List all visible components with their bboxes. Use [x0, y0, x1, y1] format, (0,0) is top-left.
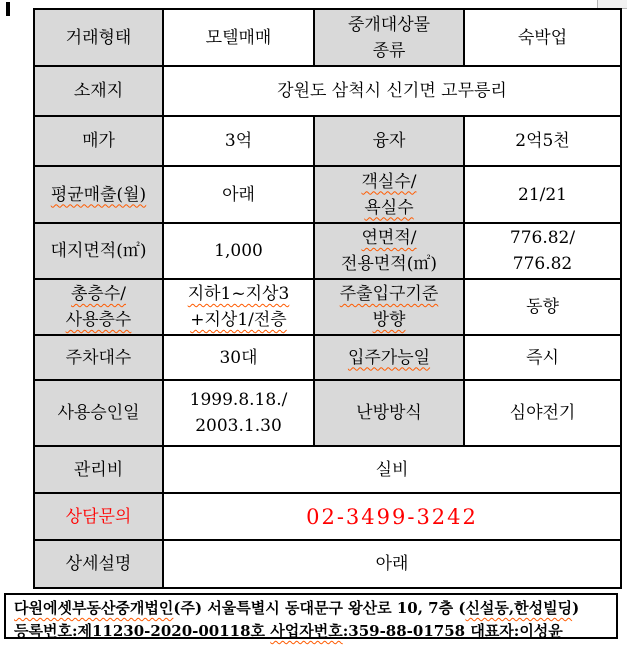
row-maintenance-fee	[34, 446, 621, 493]
cell-text: 주출입구기준	[339, 284, 439, 304]
description-value	[163, 540, 621, 588]
entrance-direction-label	[314, 279, 464, 335]
room-bath-count-label	[314, 166, 464, 223]
cell-text: 지하1~지상3	[187, 284, 290, 304]
cell-text: 총층수/	[71, 284, 126, 304]
row-area	[34, 223, 621, 279]
phone-number: 02-3499-3242	[306, 504, 478, 529]
registration-number: 등록번호:제11230-2020-00118호	[14, 622, 271, 640]
cell-text: 욕실수	[364, 197, 414, 218]
row-floors-direction	[34, 279, 621, 335]
sale-price-label	[34, 116, 163, 166]
listing-category-label	[314, 9, 464, 66]
floor-area-value	[464, 223, 621, 279]
agency-info-line1	[14, 597, 616, 620]
cell-text: 사용층수	[65, 310, 132, 330]
row-approval-heating	[34, 380, 621, 446]
cell-text: 난방방식	[356, 403, 422, 423]
parking-label	[34, 335, 163, 380]
avg-monthly-revenue-label	[34, 166, 163, 223]
listing-table	[33, 8, 622, 589]
sale-price-value	[163, 116, 314, 166]
agency-info-line2	[14, 620, 616, 643]
cell-text: 실비	[375, 459, 409, 480]
location-value	[163, 66, 621, 116]
row-parking-movein	[34, 335, 621, 380]
cell-text: 대지면적(㎡)	[50, 241, 147, 261]
cell-text: 2003.1.30	[195, 416, 282, 436]
cell-text: 융자	[372, 131, 406, 151]
cell-text: 3억	[224, 131, 253, 151]
cell-text: 상담문의	[65, 506, 132, 527]
floor-area-label	[314, 223, 464, 279]
floors-label	[34, 279, 163, 335]
cell-text: 776.82/	[509, 228, 576, 248]
maintenance-fee-value	[163, 446, 621, 493]
land-area-label	[34, 223, 163, 279]
business-number-label: 사업자번호	[270, 622, 343, 640]
loan-value	[464, 116, 621, 166]
row-transaction-type	[34, 9, 621, 66]
cell-text: 즉시	[526, 347, 559, 368]
cell-text: 아래	[375, 554, 409, 574]
heating-type-value	[464, 380, 621, 446]
avg-monthly-revenue-value	[163, 166, 314, 223]
agency-info-box	[4, 593, 618, 639]
row-description	[34, 540, 621, 588]
room-bath-count-value	[464, 166, 621, 223]
cell-text: 숙박업	[517, 27, 568, 48]
agency-address: (주) 서울특별시 동대문구 왕산로 10, 7층 (	[173, 599, 466, 617]
cell-text: 모텔매매	[205, 27, 272, 48]
row-location	[34, 66, 621, 116]
cell-text: 21/21	[518, 184, 567, 205]
text-cursor	[6, 2, 10, 16]
row-price	[34, 116, 621, 166]
agency-building: 신설동,한성빌딩	[465, 599, 573, 617]
cell-text: 2억5천	[515, 131, 570, 151]
cell-text: 사용승인일	[57, 403, 140, 423]
cell-text: 1999.8.18./	[189, 390, 288, 410]
cell-text: 소재지	[73, 81, 124, 101]
contact-label	[34, 493, 163, 540]
cell-text: 평균매출(월)	[50, 184, 147, 205]
cell-text: 동향	[526, 297, 559, 317]
move-in-date-value	[464, 335, 621, 380]
cell-text: 776.82	[512, 254, 573, 274]
cell-text: 거래형태	[65, 27, 132, 48]
approval-date-label	[34, 380, 163, 446]
cell-text: +지상1/전층	[190, 310, 287, 330]
cell-text: 관리비	[73, 459, 124, 480]
row-contact	[34, 493, 621, 540]
entrance-direction-value	[464, 279, 621, 335]
land-area-value	[163, 223, 314, 279]
location-label	[34, 66, 163, 116]
transaction-type-label	[34, 9, 163, 66]
agency-name: 다원에셋부동산중개법인	[14, 599, 174, 617]
cell-text: 1,000	[214, 241, 263, 261]
row-revenue-rooms	[34, 166, 621, 223]
cell-text: 전용면적(㎡)	[341, 254, 437, 274]
cell-text: 방향	[372, 310, 406, 330]
transaction-type-value	[163, 9, 314, 66]
business-number-and-ceo: :359-88-01758 대표자:이성윤	[342, 622, 563, 640]
cell-text: 30대	[219, 347, 258, 368]
parking-value	[163, 335, 314, 380]
maintenance-fee-label	[34, 446, 163, 493]
cell-text: 아래	[222, 184, 255, 205]
cell-text: 강원도 삼척시 신기면 고무릉리	[277, 81, 507, 101]
approval-date-value	[163, 380, 314, 446]
loan-label	[314, 116, 464, 166]
heating-type-label	[314, 380, 464, 446]
listing-category-value	[464, 9, 621, 66]
agency-address-close: )	[572, 599, 580, 617]
cell-text: 주차대수	[65, 347, 132, 368]
cell-text: 상세설명	[65, 554, 132, 574]
description-label	[34, 540, 163, 588]
cell-text: 종류	[372, 40, 406, 61]
cell-text: 입주가능일	[347, 347, 431, 368]
move-in-date-label	[314, 335, 464, 380]
cell-text: 중개대상물	[347, 14, 431, 35]
cell-text: 연면적/	[361, 228, 417, 248]
cell-text: 객실수/	[361, 171, 417, 192]
floors-value	[163, 279, 314, 335]
contact-phone-value	[163, 493, 621, 540]
cell-text: 매가	[82, 131, 115, 151]
cell-text: 심야전기	[509, 403, 576, 423]
